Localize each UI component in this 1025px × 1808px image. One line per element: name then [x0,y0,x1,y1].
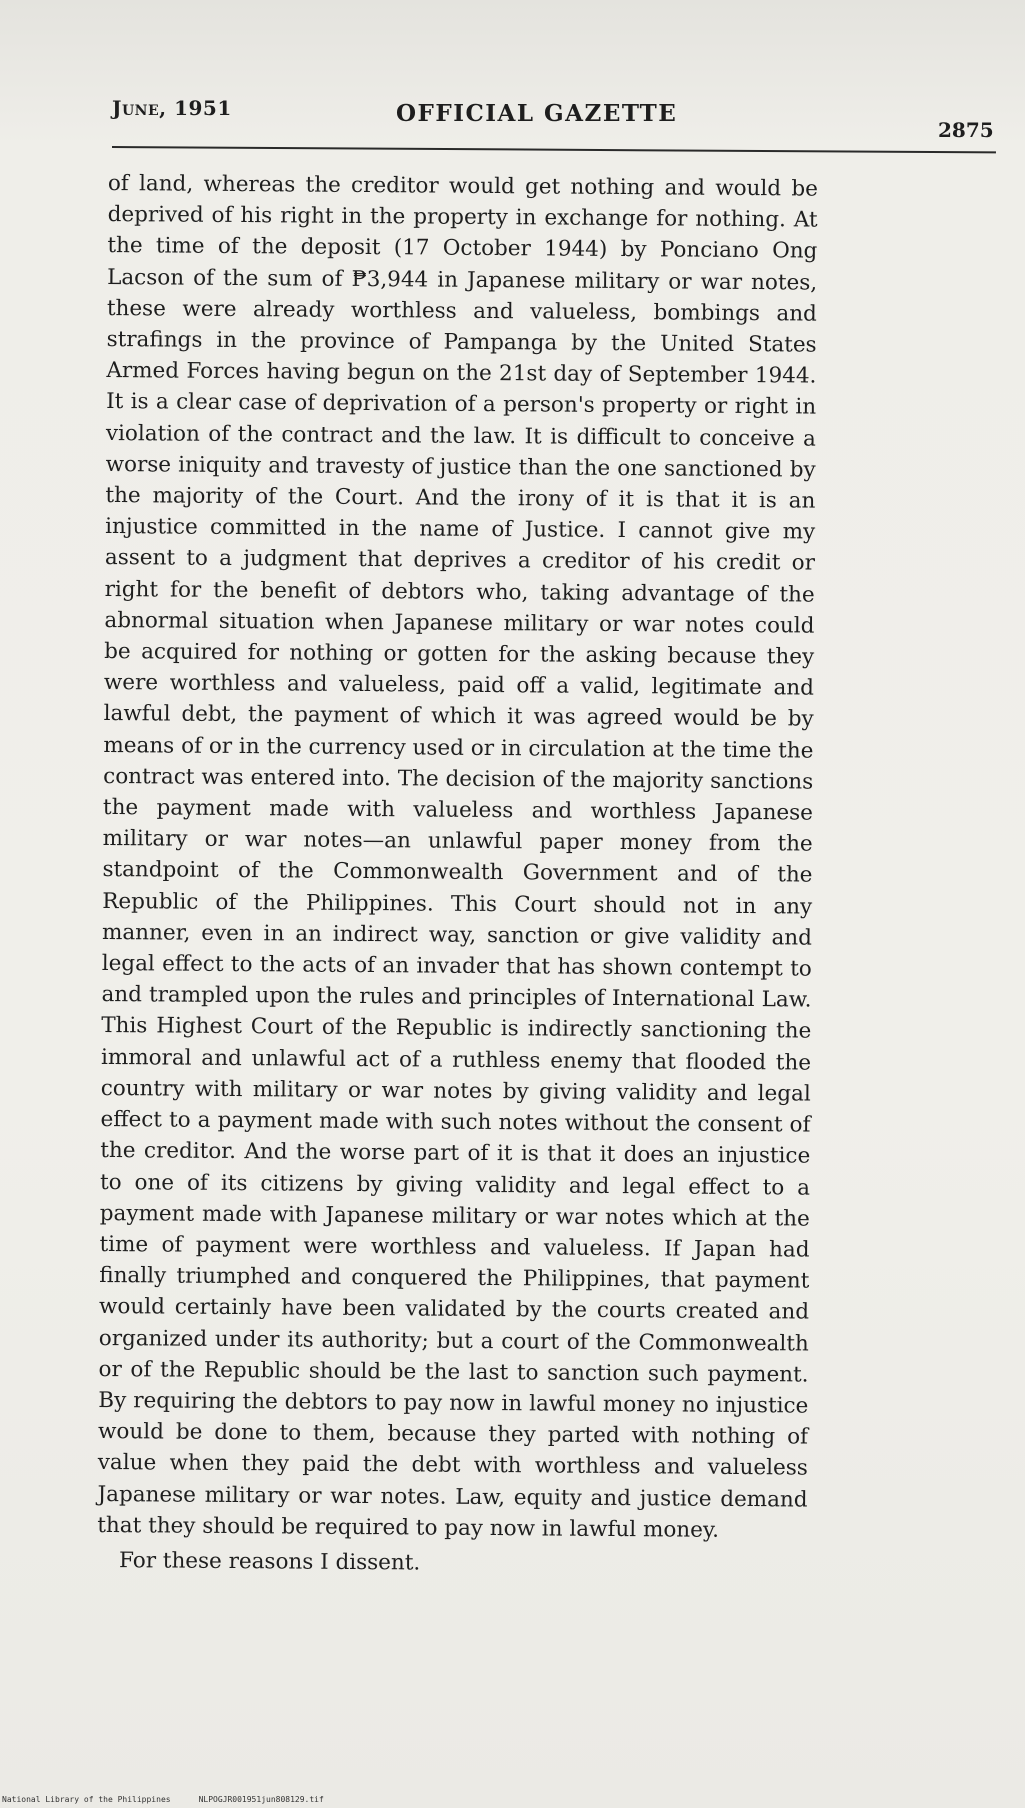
header-rule [112,146,996,153]
closing-paragraph: For these reasons I dissent. [118,1548,421,1576]
footer-library: National Library of the Philippines [2,1795,171,1804]
page-header [0,0,1025,160]
scan-footer [2,1795,352,1804]
footer-file: NLPOGJR001951jun808129.tif [198,1795,324,1804]
page-number: 2875 [938,118,994,142]
header-title: OFFICIAL GAZETTE [396,100,678,127]
header-date: June, 1951 [112,96,232,120]
body-paragraph: of land, whereas the creditor would get nothing and would be deprived of his right in the property in exchange for nothing. At the time of the deposit (17 October 1944) by Ponciano Ong Lacson of the sum of ₱3,944 in Japanese military or war notes, these were already worthless and valueless, bombings and strafings in the province of Pampanga by the United States Armed Forces having begun on the 21st day of September 1944. It is a clear case of deprivation of a person's property or right in violation of the contract and the law. It is difficult to conceive a worse iniquity and travesty of justice than the one sanctioned by the majority of the Court. And the irony of it is that it is an injustice committed in the name of Justice. I cannot give my assent to a judgment that deprives a creditor of his credit or right for the benefit of debtors who, taking advantage of the abnormal situation when Japanese military or war notes could be acquired for nothing or gotten for the asking because they were worthless and valueless, paid off a valid, legitimate and lawful debt, the payment of which it was agreed would be by means of or in the currency used or in circulation at the time the contract was entered into. The decision of the majority sanctions the payment made with valueless and worthless Japanese military or war notes—an unlawful paper money from the standpoint of the Commonwealth Government and of the Republic of the Philippines. This Court should not in any manner, even in an indirect way, sanction or give validity and legal effect to the acts of an invader that has shown contempt to and trampled upon the rules and principles of International Law. This Highest Court of the Republic is indirectly sanctioning the immoral and unlawful act of a ruthless enemy that flooded the country with military or war notes by giving validity and legal effect to a payment made with such notes without the consent of the creditor. And the worse part of it is that it does an injustice to one of its citizens by giving validity and legal effect to a payment made with Japanese military or war notes which at the time of payment were worthless and valueless. If Japan had finally triumphed and conquered the Philippines, that payment would certainly have been validated by the courts created and organized under its authority; but a court of the Commonwealth or of the Republic should be the last to sanction such payment. By requiring the debtors to pay now in lawful money no injustice would be done to them, because they parted with nothing of value when they paid the debt with worthless and valueless Japanese military or war notes. Law, equity and justice demand that they should be required to pay now in lawful money. [97,170,818,1543]
article-body [97,168,818,1582]
